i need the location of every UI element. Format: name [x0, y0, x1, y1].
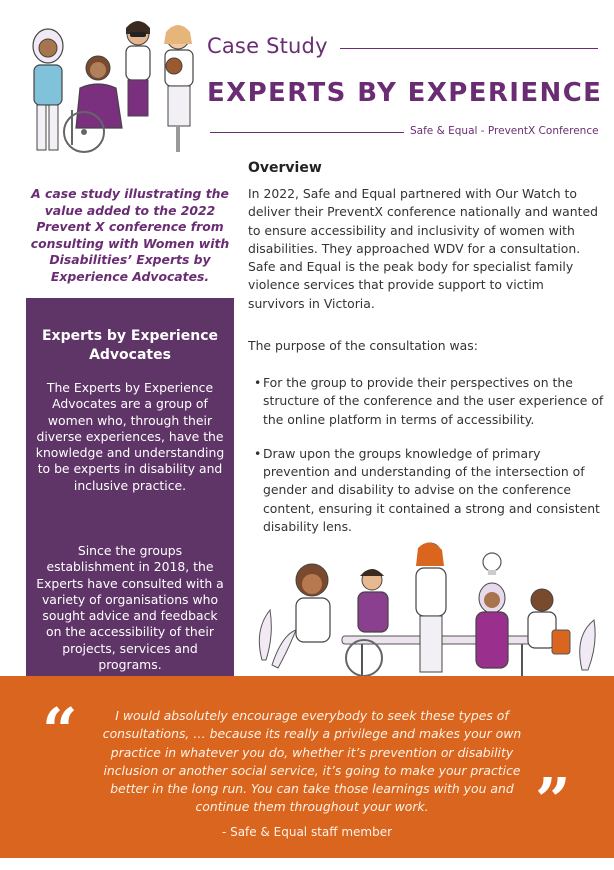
close-quote-icon: ” [535, 764, 571, 837]
quote-attribution: - Safe & Equal staff member [221, 825, 393, 839]
subtitle-rule [210, 132, 404, 133]
sidebar-paragraph: The Experts by Experience Advocates are a group of women who, through their diverse experiences, have the knowledge and understanding to be experts in disability and inclusive practice. [35, 380, 225, 493]
open-quote-icon: “ [42, 694, 78, 767]
quote-text: I would absolutely encourage everybody to seek these types of consultations, … because its really a privilege and makes your own practice in whatever you do, whether it’s prevention or disability inclusion or another social service, it’s going to make your practice better in the long run. You can take those learnings with you and continue them throughout your work. [102, 708, 522, 815]
page-title: EXPERTS BY EXPERIENCE [207, 78, 603, 108]
overview-paragraph: The purpose of the consultation was: [248, 338, 478, 353]
overview-paragraph: In 2022, Safe and Equal partnered with Our Watch to deliver their PreventX conference nationally and wanted to ensure accessibility and inclusivity of women with disabilities. They approached WDV for a consultation. Safe and Equal is the peak body for specialist family violence services that provide support to victim survivors in Victoria. [248, 186, 598, 311]
sidebar-panel [26, 298, 234, 676]
case-study-kicker: Case Study [207, 34, 328, 58]
overview-heading: Overview [248, 160, 322, 176]
header-rule [340, 48, 598, 49]
sidebar-title: Experts by Experience Advocates [41, 328, 218, 363]
sidebar-paragraph: Since the groups establishment in 2018, the Experts have consulted with a variety of organisations who sought advice and feedback on the accessibility of their projects, services and programs. [36, 543, 224, 673]
meeting-illustration [252, 540, 604, 680]
purpose-list [254, 374, 604, 552]
intro-summary: A case study illustrating the value added to the 2022 Prevent X conference from consulting with Women with Disabilities’ Experts by Experience Advocates. [30, 186, 230, 284]
page-subtitle: Safe & Equal - PreventX Conference [410, 125, 599, 137]
list-item: • For the group to provide their perspectives on the structure of the conference and the user experience of the online platform in terms of accessibility. [254, 374, 604, 429]
list-item: • Draw upon the groups knowledge of primary prevention and understanding of the intersection of gender and disability to advise on the conference content, ensuring it contained a strong and consistent disability lens. [254, 445, 604, 536]
header-illustration-women-group [18, 10, 208, 160]
